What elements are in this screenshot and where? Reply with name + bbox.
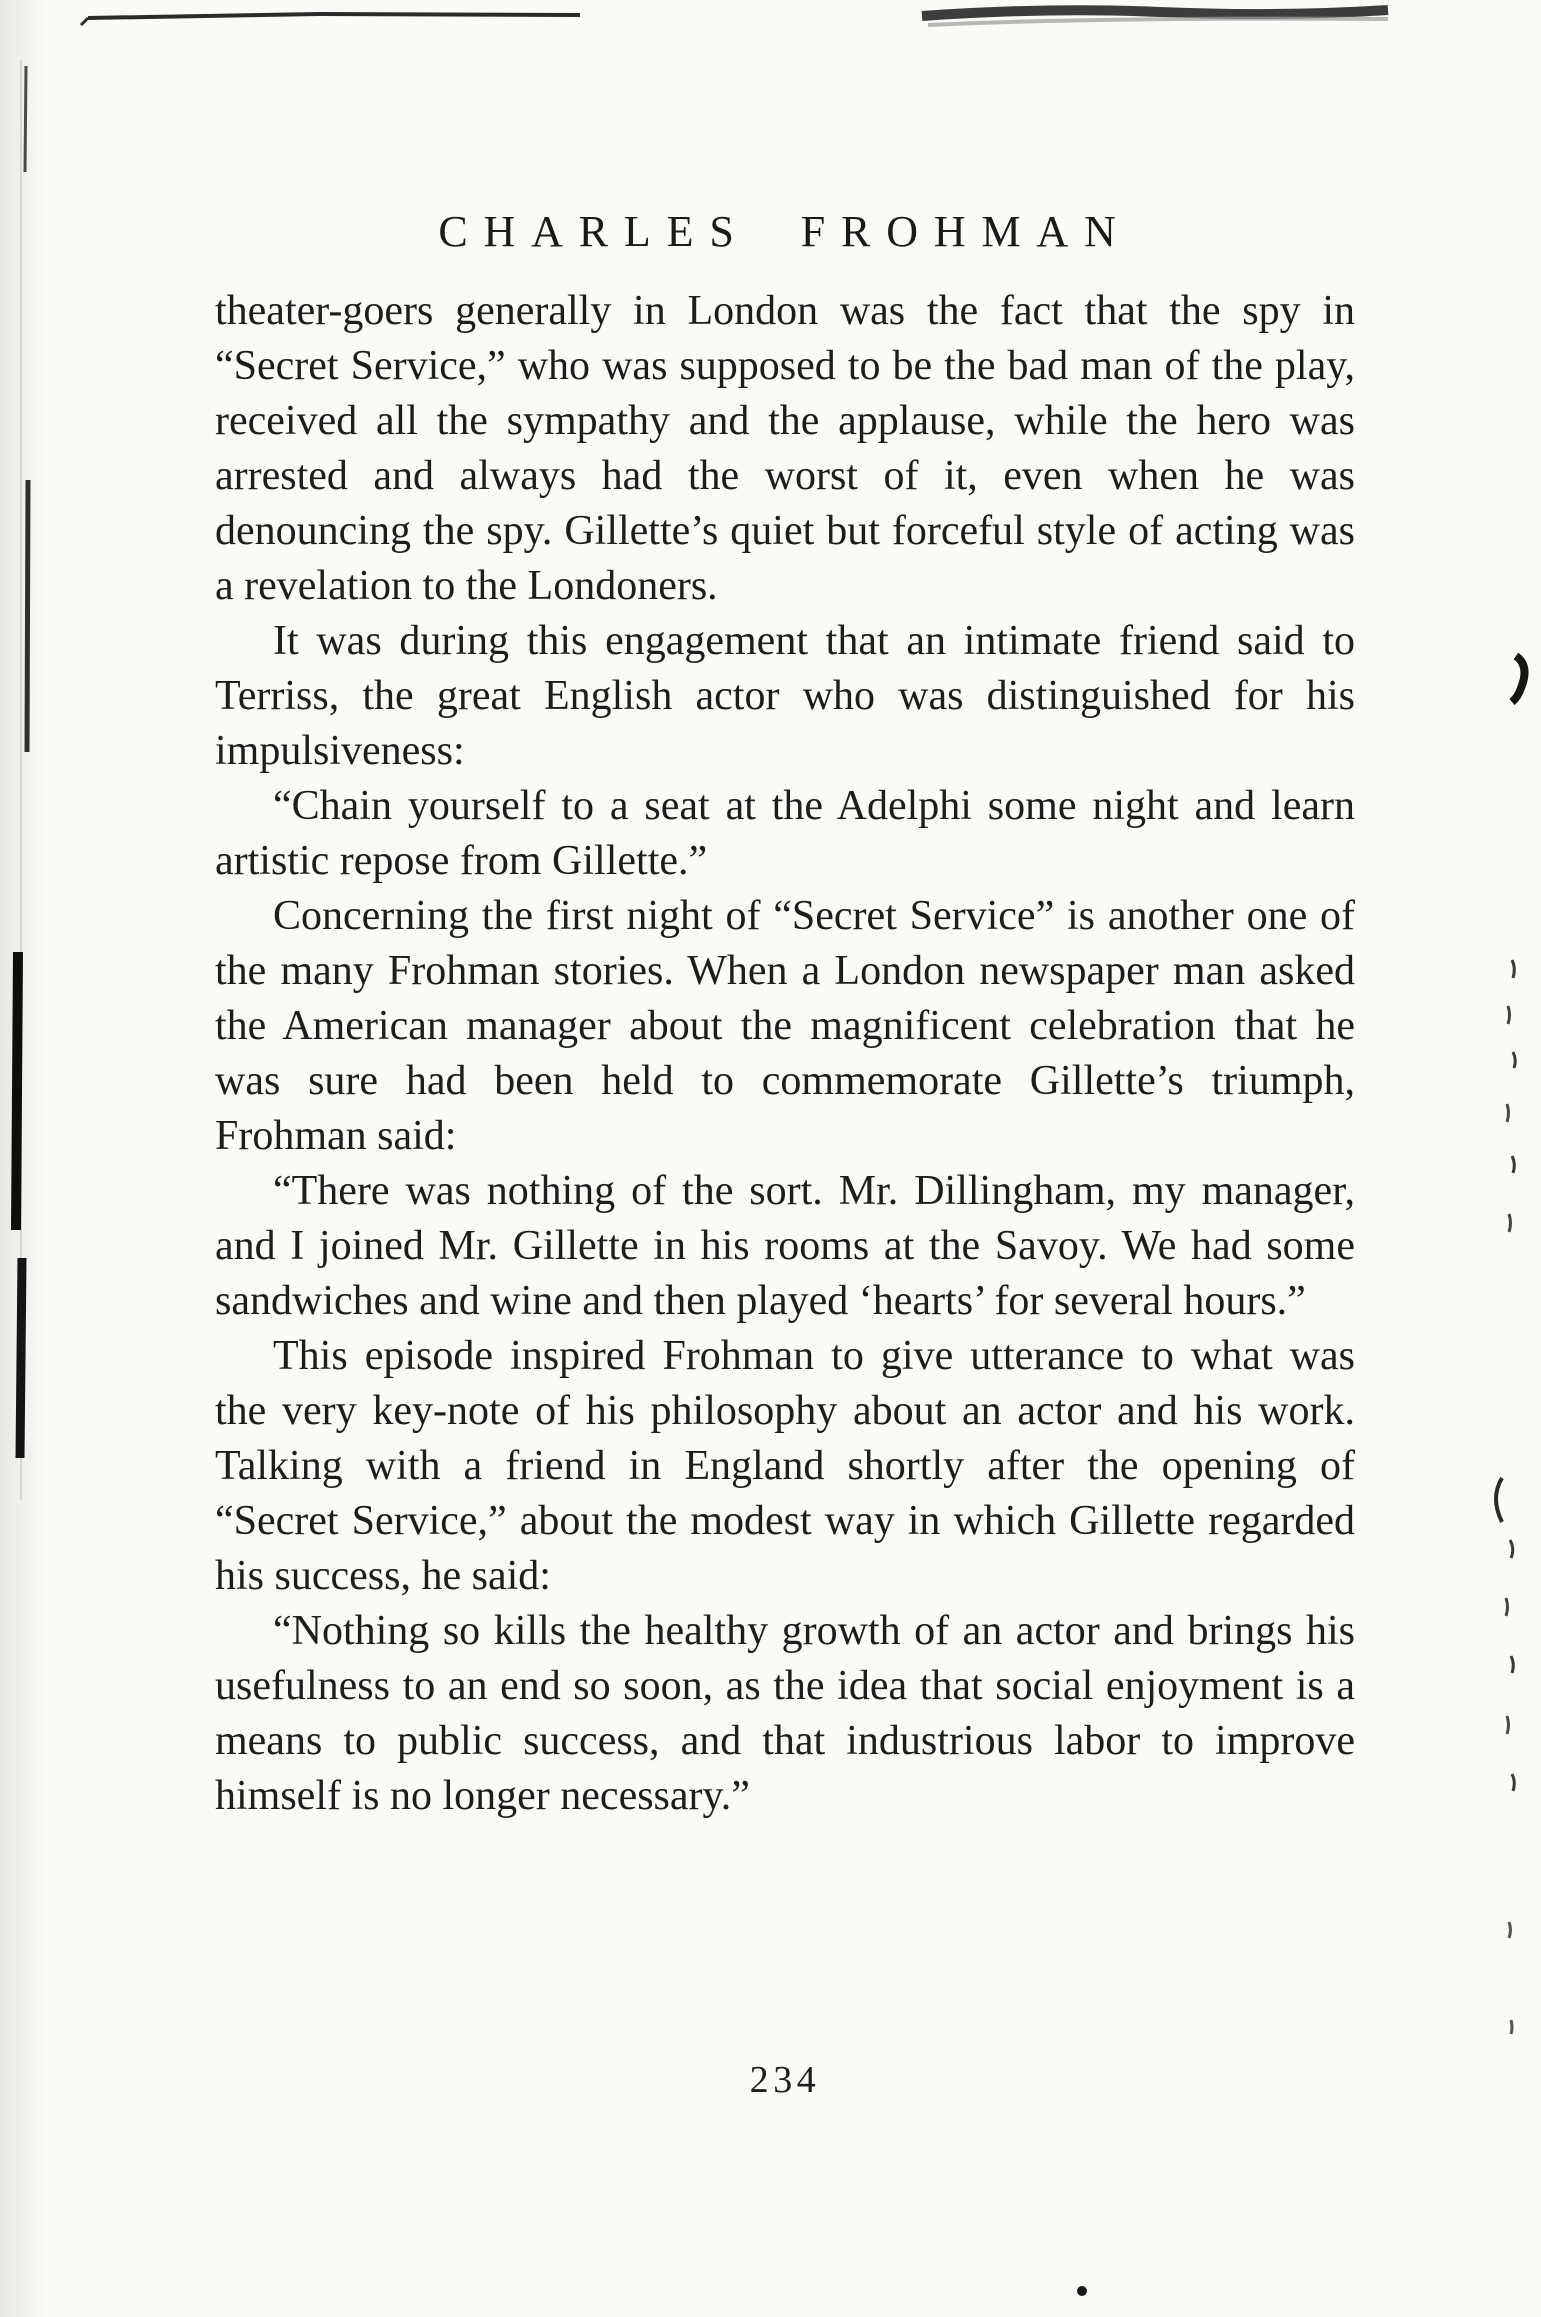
scan-mark-tick: [81, 18, 88, 25]
scan-mark-tick: [1507, 1716, 1509, 1734]
paragraph: It was during this engagement that an intimate friend said to Terriss, the great English actor who was distinguished for his impulsiveness:: [215, 618, 1355, 774]
text-block: [215, 284, 1355, 1824]
paragraph: “Chain yourself to a seat at the Adelphi some night and learn artistic repose from Gillette.”: [215, 783, 1355, 884]
scan-mark-quote: [1512, 656, 1525, 702]
scan-mark-dot: [1077, 2286, 1087, 2296]
scan-mark-top-left-line: [88, 14, 580, 18]
paragraph: Concerning the first night of “Secret Service” is another one of the many Frohman stories. When a London newspaper man asked the American manager about the magnificent celebration that he was sure had been held to commemorate Gillette’s triumph, Frohman said:: [215, 893, 1355, 1159]
scan-mark-tick: [1513, 1052, 1515, 1068]
paragraph: “There was nothing of the sort. Mr. Dillingham, my manager, and I joined Mr. Gillette in his rooms at the Savoy. We had some sandwiches and wine and then played ‘hearts’ for several hours.”: [215, 1168, 1355, 1324]
scan-mark-paren: [1496, 1478, 1502, 1522]
scan-mark-tick: [1511, 1656, 1513, 1673]
scan-mark-top-right-bar: [922, 10, 1388, 16]
paragraph: This episode inspired Frohman to give utterance to what was the very key-note of his philosophy about an actor and his work. Talking with a friend in England shortly after the opening of “Secret Service,” about the modest way in which Gillette regarded his success, he said:: [215, 1333, 1355, 1599]
running-head: CHARLES FROHMAN: [438, 207, 1132, 256]
scan-mark-tick: [1511, 2020, 1512, 2034]
scan-mark-tick: [1508, 1006, 1510, 1024]
scan-mark-tick: [1509, 1214, 1511, 1232]
paragraph: “Nothing so kills the healthy growth of an actor and brings his usefulness to an end so soon, as the idea that social enjoyment is a means to public success, and that industrious labor to improve himself is no longer necessary.”: [215, 1608, 1355, 1819]
scan-mark-binding: [20, 1258, 22, 1458]
scan-mark-top-right-shadow: [928, 19, 1388, 25]
page-number: 234: [749, 2059, 821, 2101]
scan-mark-tick: [1507, 1104, 1509, 1122]
scan-mark-tick: [1512, 1774, 1514, 1791]
scan-mark-tick: [1512, 960, 1514, 978]
scan-mark-tick: [1512, 1156, 1514, 1173]
scan-mark-tick: [1510, 1540, 1513, 1558]
paragraph: theater-goers generally in London was the fact that the spy in “Secret Service,” who was supposed to be the bad man of the play, received all the sympathy and the applause, while the hero was arrested and always had the worst of it, even when he was denouncing the spy. Gillette’s quiet but forceful style of acting was a revelation to the Londoners.: [215, 288, 1355, 609]
scan-mark-tick: [1509, 1922, 1511, 1938]
scan-mark-binding: [25, 66, 26, 172]
scan-mark-tick: [1506, 1598, 1508, 1616]
scan-mark-binding: [27, 480, 28, 752]
scan-mark-binding: [16, 952, 18, 1230]
